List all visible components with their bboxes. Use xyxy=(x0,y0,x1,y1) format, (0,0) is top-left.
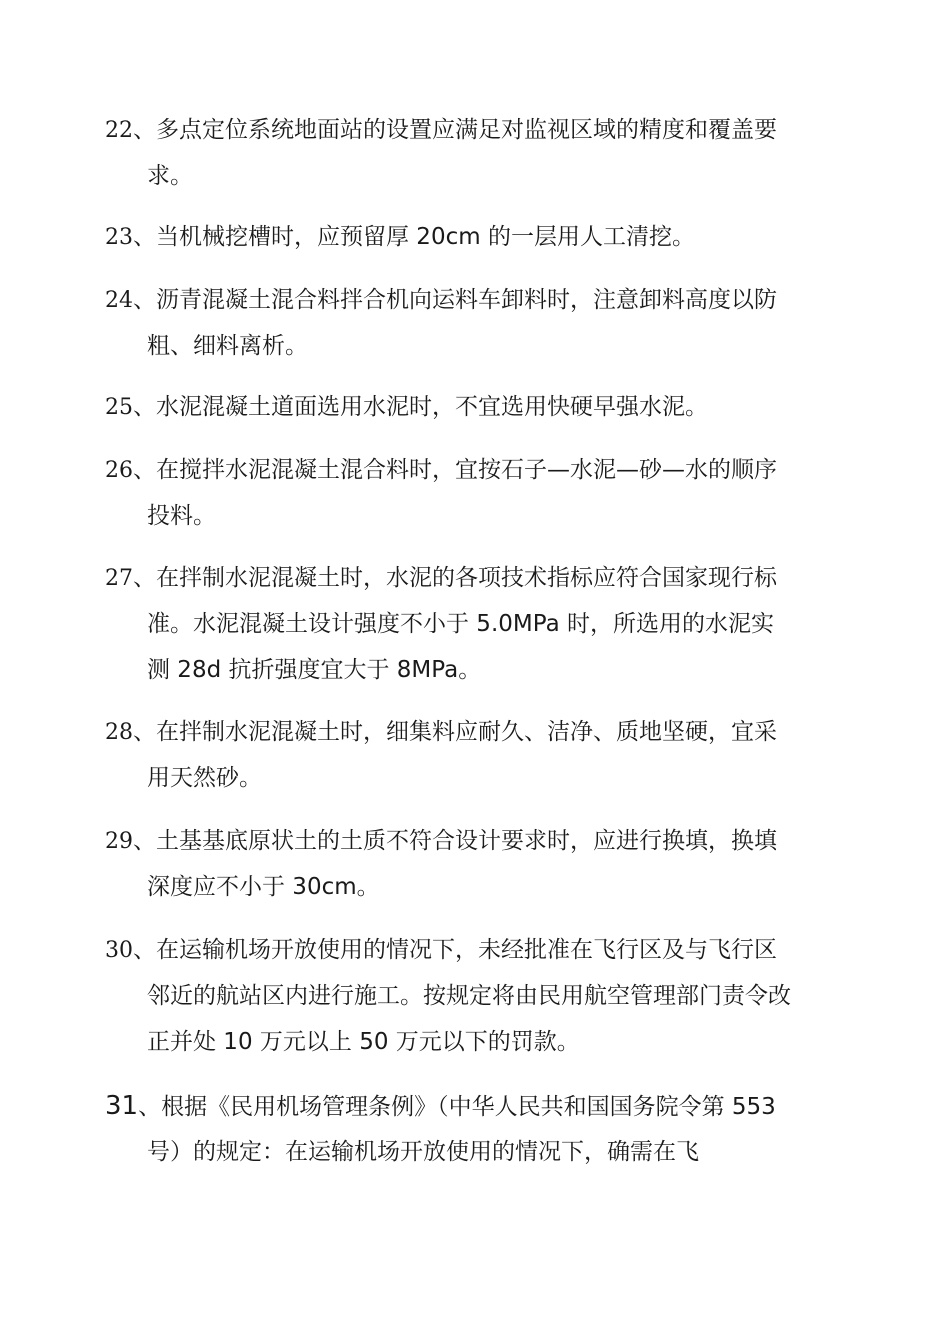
list-item xyxy=(105,277,845,369)
item-text-line: 、土基基底原状土的土质不符合设计要求时，应进行换填，换填 xyxy=(133,828,777,854)
item-number: 31 xyxy=(105,1091,139,1121)
list-item xyxy=(105,384,845,430)
item-number: 28 xyxy=(105,720,133,745)
item-number: 25 xyxy=(105,395,133,420)
item-text-line: 正并处 10 万元以上 50 万元以下的罚款。 xyxy=(147,1029,580,1055)
item-number: 29 xyxy=(105,829,133,854)
item-text-line: 用天然砂。 xyxy=(147,765,262,791)
list-item xyxy=(105,555,845,693)
item-text-line: 号）的规定：在运输机场开放使用的情况下，确需在飞 xyxy=(147,1139,699,1165)
item-text-line: 、根据《民用机场管理条例》（中华人民共和国国务院令第 553 xyxy=(138,1094,776,1120)
item-number: 27 xyxy=(105,566,133,591)
item-number: 23 xyxy=(105,225,133,250)
item-text-line: 准。水泥混凝土设计强度不小于 5.0MPa 时，所选用的水泥实 xyxy=(147,611,774,637)
list-item xyxy=(105,107,845,199)
item-number: 24 xyxy=(105,288,133,313)
item-text-line: 、沥青混凝土混合料拌合机向运料车卸料时，注意卸料高度以防 xyxy=(133,287,777,313)
item-text-line: 求。 xyxy=(147,163,193,189)
item-text-line: 粗、细料离析。 xyxy=(147,333,308,359)
item-text-line: 邻近的航站区内进行施工。按规定将由民用航空管理部门责令改 xyxy=(147,983,791,1009)
item-text-line: 、当机械挖槽时，应预留厚 20cm 的一层用人工清挖。 xyxy=(133,224,695,250)
item-text-line: 、在拌制水泥混凝土时，水泥的各项技术指标应符合国家现行标 xyxy=(133,565,777,591)
list-item xyxy=(105,214,845,260)
list-item xyxy=(105,709,845,801)
item-number: 30 xyxy=(105,938,133,963)
item-text-line: 、在拌制水泥混凝土时，细集料应耐久、洁净、质地坚硬，宜采 xyxy=(133,719,777,745)
item-text-line: 深度应不小于 30cm。 xyxy=(147,874,380,900)
list-item xyxy=(105,927,845,1065)
list-item xyxy=(105,447,845,539)
item-text-line: 、多点定位系统地面站的设置应满足对监视区域的精度和覆盖要 xyxy=(133,117,777,143)
list-item xyxy=(105,1083,845,1175)
item-text-line: 、在搅拌水泥混凝土混合料时，宜按石子—水泥—砂—水的顺序 xyxy=(133,457,777,483)
item-text-line: 测 28d 抗折强度宜大于 8MPa。 xyxy=(147,657,482,683)
item-text-line: 、水泥混凝土道面选用水泥时，不宜选用快硬早强水泥。 xyxy=(133,394,708,420)
list-item xyxy=(105,818,845,910)
item-text-line: 、在运输机场开放使用的情况下，未经批准在飞行区及与飞行区 xyxy=(133,937,777,963)
item-number: 26 xyxy=(105,458,133,483)
item-text-line: 投料。 xyxy=(147,503,216,529)
item-number: 22 xyxy=(105,118,133,143)
